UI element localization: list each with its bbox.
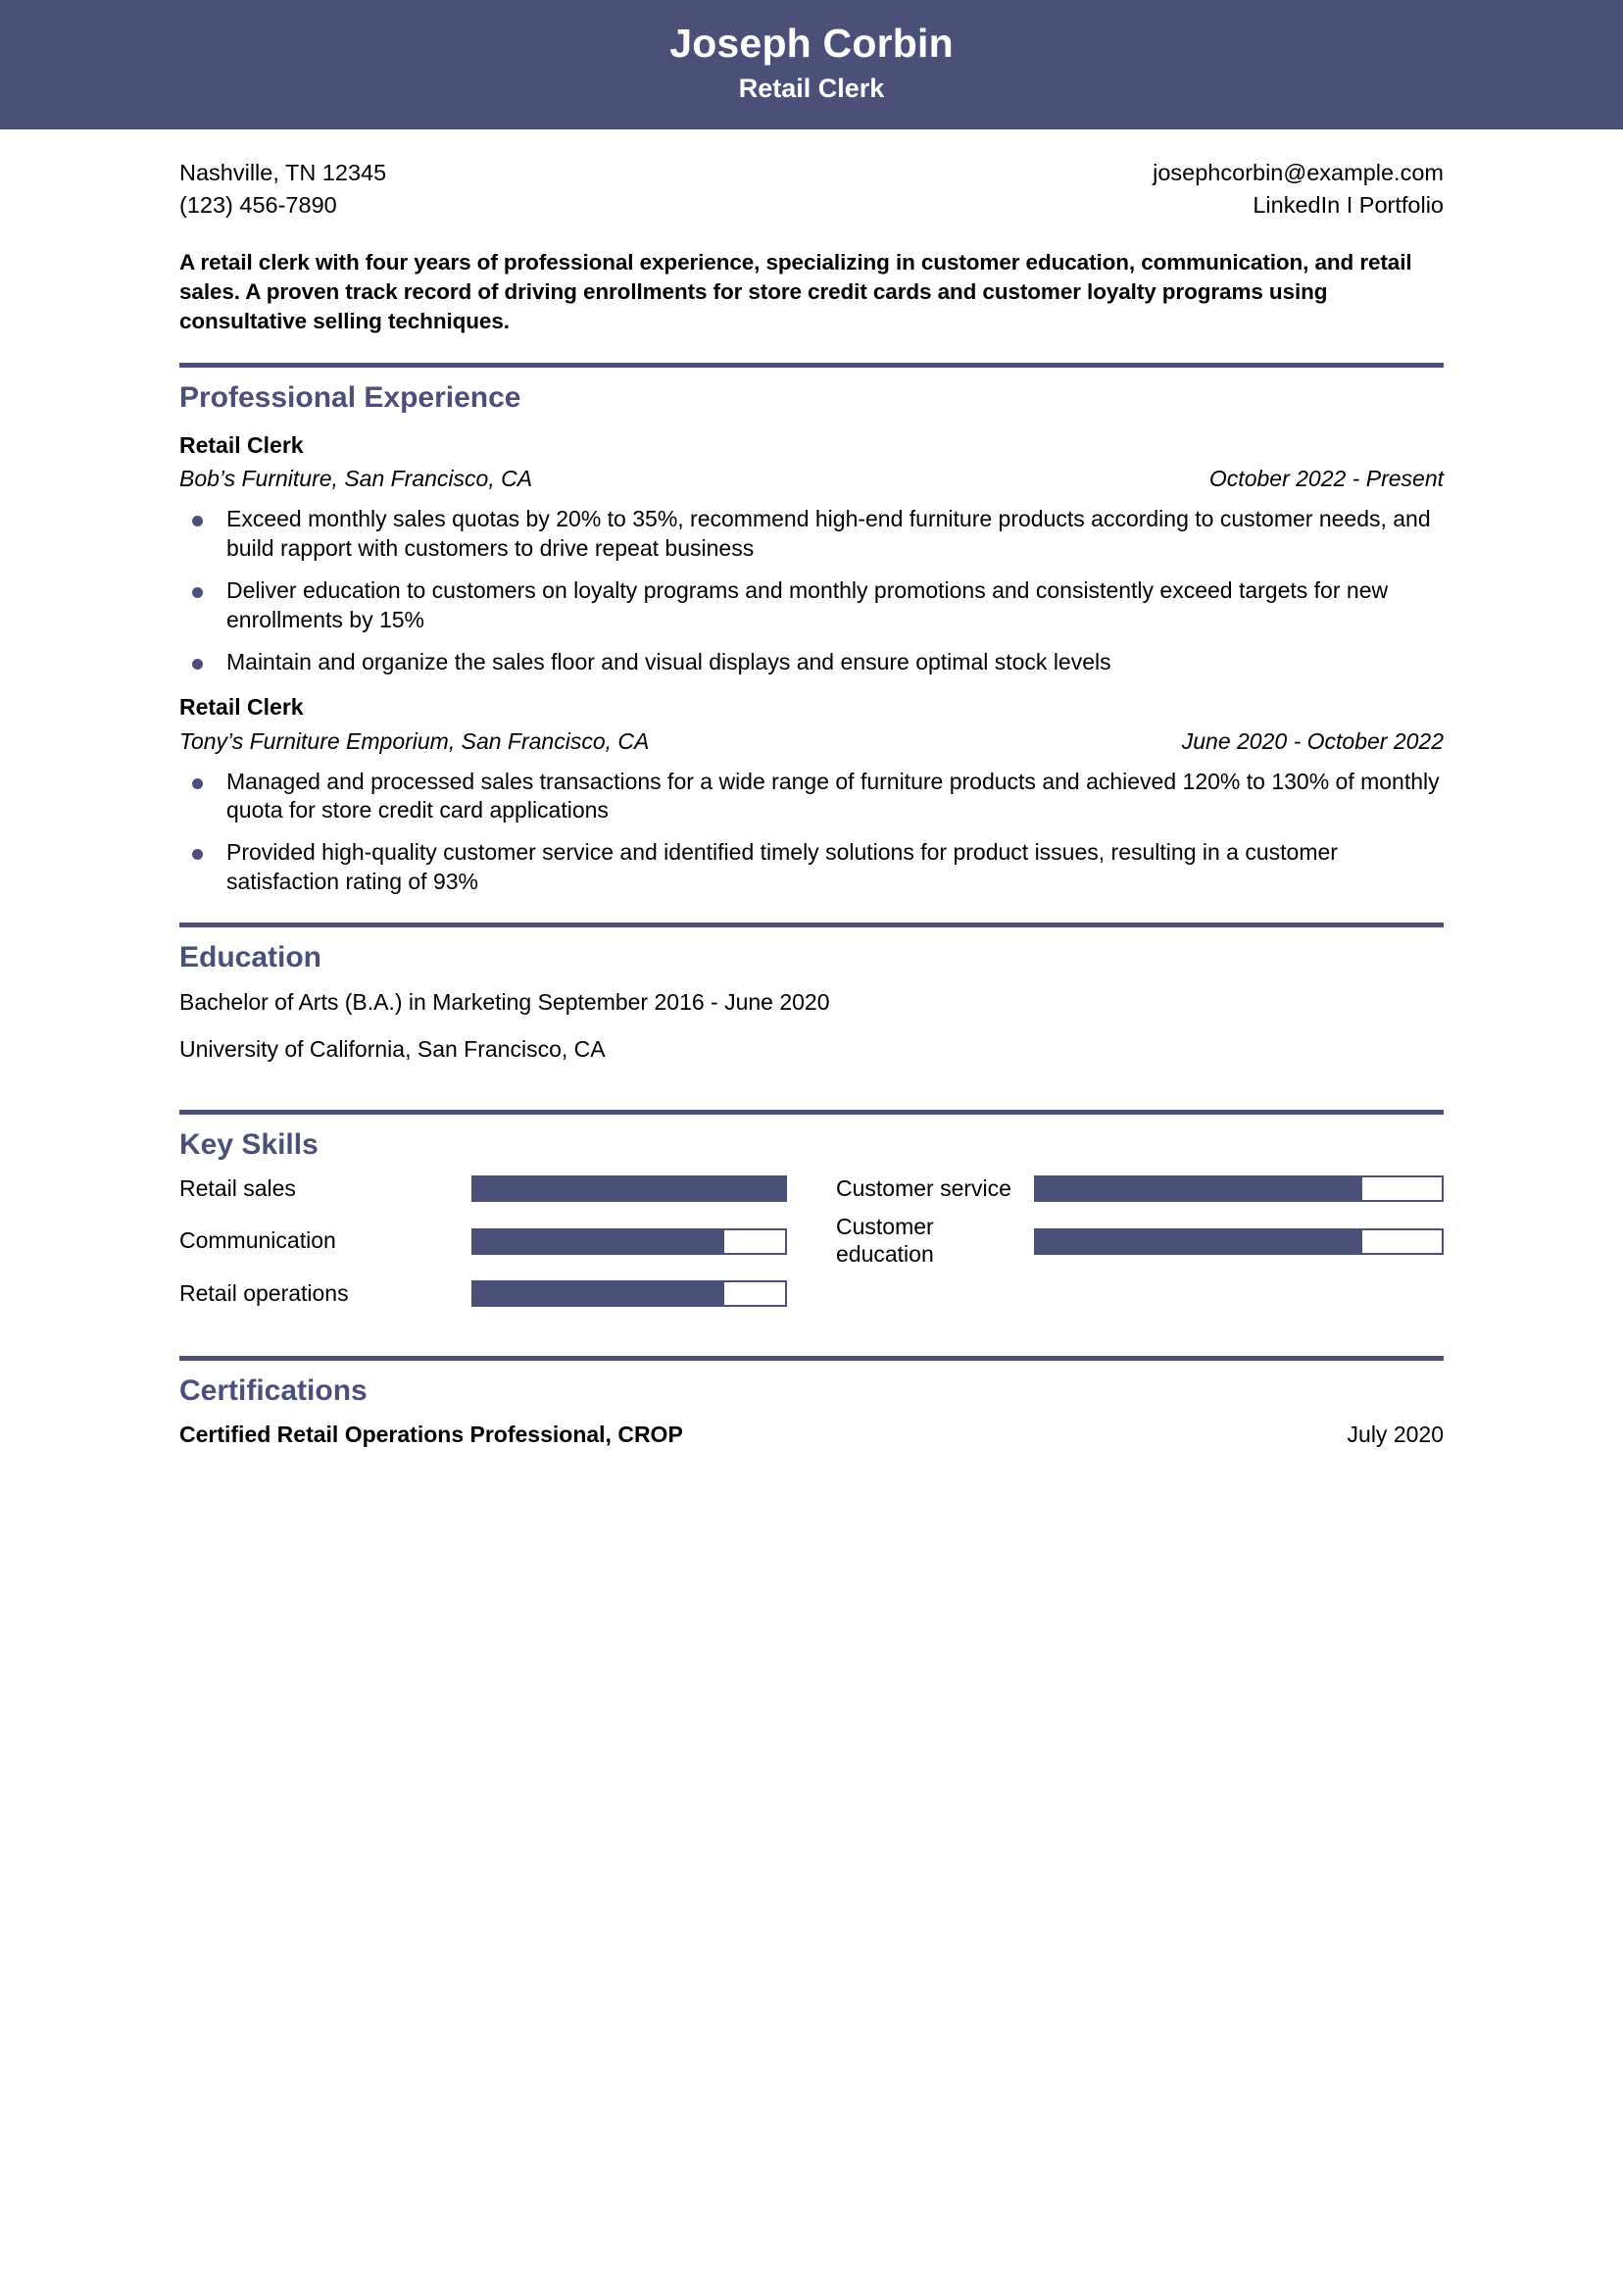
bullet-dot-icon bbox=[192, 659, 203, 670]
bullet-text: Deliver education to customers on loyalty programs and monthly promotions and consistently exceed targets for new enrollments by 15% bbox=[226, 576, 1389, 632]
skill-label: Communication bbox=[179, 1227, 336, 1254]
resume-body bbox=[0, 157, 1623, 1448]
section-divider bbox=[179, 363, 1444, 368]
section-education bbox=[179, 923, 1444, 1065]
list-item bbox=[179, 505, 1444, 564]
skill-segment bbox=[536, 1230, 599, 1253]
skill-segment bbox=[1362, 1177, 1442, 1200]
skill-row bbox=[836, 1175, 1444, 1203]
skill-label: Retail operations bbox=[179, 1279, 349, 1306]
job-role: Retail Clerk bbox=[179, 431, 304, 458]
skills-grid-spacer bbox=[836, 1280, 1444, 1308]
skill-level-bar bbox=[1034, 1228, 1444, 1255]
skill-segment bbox=[724, 1282, 785, 1305]
skill-segment bbox=[599, 1282, 662, 1305]
contact-email[interactable]: josephcorbin@example.com bbox=[1153, 159, 1444, 185]
skill-row bbox=[179, 1280, 787, 1308]
skill-row bbox=[179, 1214, 787, 1268]
skill-segment bbox=[536, 1177, 599, 1200]
skill-label: Customer service bbox=[836, 1174, 1011, 1201]
skill-segment bbox=[599, 1177, 662, 1200]
section-heading-education: Education bbox=[179, 941, 322, 974]
section-heading-experience: Professional Experience bbox=[179, 380, 521, 414]
skill-segment bbox=[662, 1282, 724, 1305]
resume-header bbox=[0, 0, 1623, 129]
bullet-dot-icon bbox=[192, 778, 203, 789]
job-meta bbox=[179, 724, 1444, 760]
page-title: Joseph Corbin bbox=[669, 21, 954, 66]
job-entry bbox=[179, 690, 1444, 897]
job-employer: Bob’s Furniture, San Francisco, CA bbox=[179, 466, 533, 492]
bullet-text: Maintain and organize the sales floor and visual displays and ensure optimal stock levels bbox=[226, 648, 1111, 674]
skill-label: Customer education bbox=[836, 1214, 934, 1268]
skill-segment bbox=[1281, 1177, 1362, 1200]
section-divider bbox=[179, 923, 1444, 927]
certification-entry bbox=[179, 1422, 1444, 1448]
skill-level-bar bbox=[471, 1280, 787, 1307]
skill-segment bbox=[1281, 1230, 1362, 1253]
contact-location: Nashville, TN 12345 bbox=[179, 159, 387, 185]
section-heading-certifications: Certifications bbox=[179, 1374, 368, 1408]
job-entry bbox=[179, 428, 1444, 677]
bullet-text: Exceed monthly sales quotas by 20% to 35%, recommend high-end furniture products according to customer needs, and build rapport with customers to drive repeat business bbox=[226, 505, 1431, 561]
skill-segment bbox=[536, 1282, 599, 1305]
skill-row bbox=[179, 1175, 787, 1203]
contact-right-block bbox=[1153, 157, 1444, 223]
bullet-dot-icon bbox=[192, 849, 203, 860]
skill-segment bbox=[662, 1230, 724, 1253]
job-employer: Tony’s Furniture Emporium, San Francisco, CA bbox=[179, 727, 650, 754]
education-school: University of California, San Francisco, CA bbox=[179, 1035, 606, 1062]
section-skills bbox=[179, 1110, 1444, 1307]
skill-segment bbox=[1362, 1230, 1442, 1253]
skill-segment bbox=[724, 1177, 785, 1200]
job-dates: June 2020 - October 2022 bbox=[1181, 727, 1444, 754]
skill-segment bbox=[1199, 1230, 1280, 1253]
section-divider bbox=[179, 1110, 1444, 1115]
education-degree: Bachelor of Arts (B.A.) in Marketing September 2016 - June 2020 bbox=[179, 989, 830, 1016]
skill-segment bbox=[473, 1230, 536, 1253]
certification-date: July 2020 bbox=[1347, 1422, 1444, 1448]
bullet-dot-icon bbox=[192, 516, 203, 526]
header-subtitle: Retail Clerk bbox=[738, 74, 885, 104]
skill-segment bbox=[473, 1282, 536, 1305]
contact-phone[interactable]: (123) 456-7890 bbox=[179, 192, 337, 219]
skill-level-bar bbox=[1034, 1175, 1444, 1202]
professional-summary: A retail clerk with four years of professional experience, specializing in customer education, communication, and retail sales. A proven track record of driving enrollments for store credit cards and customer loyalty programs using consultative selling techniques. bbox=[179, 249, 1412, 334]
job-dates: October 2022 - Present bbox=[1208, 466, 1444, 492]
skill-segment bbox=[1117, 1177, 1199, 1200]
skill-segment bbox=[473, 1177, 536, 1200]
skill-segment bbox=[1117, 1230, 1199, 1253]
job-bullet-list bbox=[179, 768, 1444, 898]
bullet-text: Managed and processed sales transactions for a wide range of furniture products and achieved 120% to 130% of monthly quota for store credit card applications bbox=[226, 768, 1440, 824]
contact-section bbox=[179, 157, 1444, 223]
skill-segment bbox=[724, 1230, 785, 1253]
section-experience bbox=[179, 363, 1444, 897]
list-item bbox=[179, 838, 1444, 897]
job-role: Retail Clerk bbox=[179, 694, 304, 721]
list-item bbox=[179, 576, 1444, 635]
skill-segment bbox=[599, 1230, 662, 1253]
contact-links[interactable]: LinkedIn I Portfolio bbox=[1253, 192, 1444, 219]
skill-level-bar bbox=[471, 1175, 787, 1202]
list-item bbox=[179, 648, 1444, 677]
skill-label: Retail sales bbox=[179, 1174, 296, 1201]
section-divider bbox=[179, 1356, 1444, 1361]
section-certifications bbox=[179, 1356, 1444, 1448]
skill-segment bbox=[662, 1177, 724, 1200]
skills-grid bbox=[179, 1175, 1444, 1307]
skill-segment bbox=[1199, 1177, 1280, 1200]
skill-segment bbox=[1036, 1177, 1117, 1200]
bullet-text: Provided high-quality customer service and identified timely solutions for product issues, resulting in a customer satisfaction rating of 93% bbox=[226, 839, 1338, 895]
list-item bbox=[179, 768, 1444, 826]
job-bullet-list bbox=[179, 505, 1444, 676]
skill-segment bbox=[1036, 1230, 1117, 1253]
section-heading-skills: Key Skills bbox=[179, 1127, 319, 1161]
bullet-dot-icon bbox=[192, 587, 203, 598]
job-meta bbox=[179, 462, 1444, 497]
contact-left-block bbox=[179, 157, 386, 223]
skill-row bbox=[836, 1214, 1444, 1268]
certification-name: Certified Retail Operations Professional, CROP bbox=[179, 1422, 683, 1448]
skill-level-bar bbox=[471, 1228, 787, 1255]
